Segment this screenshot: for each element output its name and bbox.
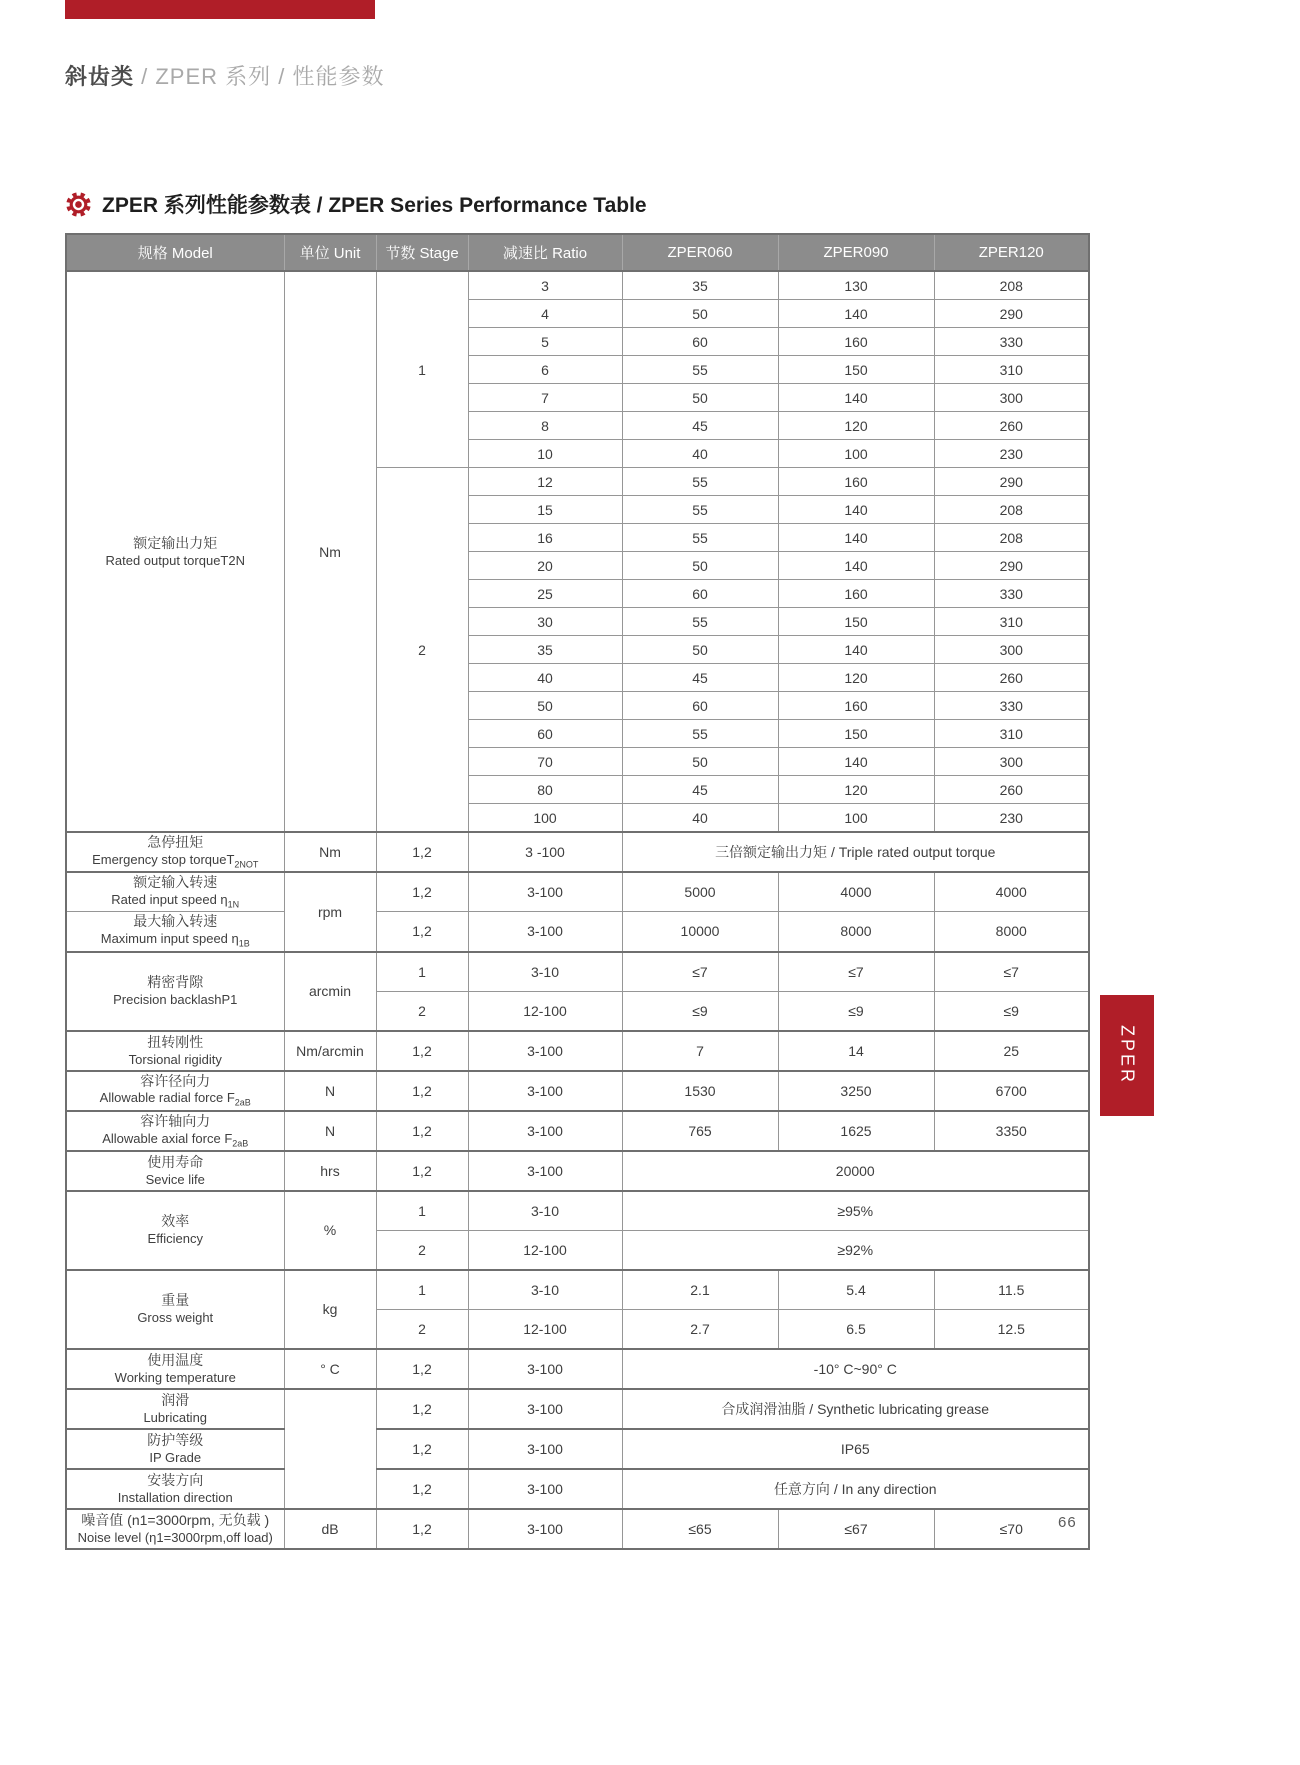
table-cell: 3-100 (468, 912, 622, 952)
table-cell: 310 (934, 720, 1089, 748)
table-cell: ≤70 (934, 1509, 1089, 1549)
performance-table (65, 233, 1090, 1550)
table-cell: ≤9 (934, 991, 1089, 1031)
table-cell: 15 (468, 496, 622, 524)
table-cell: kg (284, 1270, 376, 1349)
table-cell: 3250 (778, 1071, 934, 1111)
table-cell: 1,2 (376, 912, 468, 952)
table-cell: 50 (622, 300, 778, 328)
table-row (66, 912, 1089, 952)
table-cell: 16 (468, 524, 622, 552)
table-cell: 55 (622, 524, 778, 552)
table-cell: 6.5 (778, 1309, 934, 1349)
table-cell: 3-10 (468, 1191, 622, 1231)
table-row (66, 1151, 1089, 1191)
table-cell: 1 (376, 271, 468, 468)
table-row (66, 1509, 1089, 1549)
table-cell: 330 (934, 692, 1089, 720)
table-cell: 1,2 (376, 1071, 468, 1111)
table-cell: 50 (622, 748, 778, 776)
table-cell: 3-10 (468, 952, 622, 992)
spec-label-cell: 效率 Efficiency (66, 1191, 284, 1270)
table-cell: 45 (622, 412, 778, 440)
table-cell: 5000 (622, 872, 778, 912)
table-cell: 8 (468, 412, 622, 440)
table-cell: 2 (376, 1309, 468, 1349)
breadcrumb-path: / ZPER 系列 / 性能参数 (134, 64, 385, 89)
series-side-tab: ZPER (1100, 995, 1154, 1116)
column-header: 单位 Unit (284, 234, 376, 271)
column-header: 减速比 Ratio (468, 234, 622, 271)
spec-label-cell: 扭转刚性 Torsional rigidity (66, 1031, 284, 1071)
table-cell: 2 (376, 468, 468, 833)
table-cell: 6 (468, 356, 622, 384)
table-cell: 140 (778, 748, 934, 776)
table-cell: 208 (934, 271, 1089, 300)
table-cell: 120 (778, 776, 934, 804)
table-cell: 4000 (778, 872, 934, 912)
table-row (66, 1191, 1089, 1231)
table-cell: 3-100 (468, 1151, 622, 1191)
table-cell: 1,2 (376, 1389, 468, 1429)
table-cell: 50 (622, 384, 778, 412)
header-row (66, 234, 1089, 271)
table-cell: % (284, 1191, 376, 1270)
table-cell: 120 (778, 412, 934, 440)
table-cell: 60 (622, 692, 778, 720)
table-cell: 3-100 (468, 1071, 622, 1111)
table-cell: Nm (284, 271, 376, 832)
table-cell: 1,2 (376, 872, 468, 912)
table-cell: 310 (934, 608, 1089, 636)
table-cell: 1,2 (376, 1469, 468, 1509)
table-cell: 1,2 (376, 1509, 468, 1549)
table-cell: 260 (934, 664, 1089, 692)
table-cell: hrs (284, 1151, 376, 1191)
spec-label-cell: 额定输出力矩 Rated output torqueT2N (66, 271, 284, 832)
table-cell: 7 (468, 384, 622, 412)
table-cell: ≤9 (622, 991, 778, 1031)
spec-label-cell: 精密背隙 Precision backlashP1 (66, 952, 284, 1031)
table-cell: 1,2 (376, 1429, 468, 1469)
table-cell: 3-100 (468, 1429, 622, 1469)
table-cell: 140 (778, 524, 934, 552)
column-header: 规格 Model (66, 234, 284, 271)
table-cell: 50 (468, 692, 622, 720)
table-cell: 100 (778, 440, 934, 468)
table-cell: 140 (778, 384, 934, 412)
table-row (66, 1349, 1089, 1389)
table-cell: 4 (468, 300, 622, 328)
table-cell: 208 (934, 524, 1089, 552)
table-cell: 260 (934, 776, 1089, 804)
table-cell: ≤65 (622, 1509, 778, 1549)
table-cell: 3-100 (468, 1031, 622, 1071)
table-cell: 150 (778, 608, 934, 636)
table-cell: 3-100 (468, 1509, 622, 1549)
table-cell: 100 (778, 804, 934, 833)
table-cell: 35 (468, 636, 622, 664)
table-row (66, 1270, 1089, 1310)
spec-label-cell: 润滑 Lubricating (66, 1389, 284, 1429)
spec-label-cell: 容许径向力 Allowable radial force $F_{2aB}$ (66, 1071, 284, 1111)
table-cell: 2 (376, 991, 468, 1031)
table-cell: 160 (778, 580, 934, 608)
table-cell: 12-100 (468, 1309, 622, 1349)
gear-icon (66, 192, 91, 217)
table-cell: ≥95% (622, 1191, 1089, 1231)
table-cell: 100 (468, 804, 622, 833)
table-cell: 70 (468, 748, 622, 776)
column-header: ZPER060 (622, 234, 778, 271)
column-header: 节数 Stage (376, 234, 468, 271)
table-cell: 45 (622, 776, 778, 804)
table-cell: 300 (934, 636, 1089, 664)
section-title (66, 189, 647, 219)
table-cell: 1 (376, 1270, 468, 1310)
table-cell: 120 (778, 664, 934, 692)
table-cell: 80 (468, 776, 622, 804)
spec-label-cell: 额定输入转速 Rated input speed $\eta_{1N}$ (66, 872, 284, 912)
table-cell: 3-100 (468, 1469, 622, 1509)
table-cell: 290 (934, 552, 1089, 580)
table-cell: 3-100 (468, 1349, 622, 1389)
spec-label-cell: 最大输入转速 Maximum input speed $\eta_{1B}$ (66, 912, 284, 952)
table-cell: 2.7 (622, 1309, 778, 1349)
table-cell: 55 (622, 608, 778, 636)
table-cell: ≥92% (622, 1230, 1089, 1270)
table-cell: ≤9 (778, 991, 934, 1031)
page-number: 66 (1058, 1514, 1077, 1531)
column-header: ZPER120 (934, 234, 1089, 271)
table-cell: 140 (778, 300, 934, 328)
table-cell: 150 (778, 720, 934, 748)
table-row (66, 1429, 1089, 1469)
table-cell: 3 -100 (468, 832, 622, 872)
top-accent-bar (65, 0, 375, 19)
table-cell: 140 (778, 496, 934, 524)
table-cell: 3-10 (468, 1270, 622, 1310)
table-cell: 50 (622, 552, 778, 580)
table-cell: 任意方向 / In any direction (622, 1469, 1089, 1509)
spec-label-cell: 容许轴向力 Allowable axial force $F_{2aB}$ (66, 1111, 284, 1151)
table-cell: 140 (778, 636, 934, 664)
table-cell: 20000 (622, 1151, 1089, 1191)
table-cell: 40 (622, 440, 778, 468)
table-cell: 8000 (778, 912, 934, 952)
table-cell: 290 (934, 300, 1089, 328)
table-cell: 230 (934, 804, 1089, 833)
table-row (66, 271, 1089, 300)
spec-label-cell: 安装方向 Installation direction (66, 1469, 284, 1509)
table-cell: 35 (622, 271, 778, 300)
table-row (66, 1111, 1089, 1151)
section-title-text: ZPER 系列性能参数表 / ZPER Series Performance Table (102, 194, 647, 217)
table-cell: 330 (934, 580, 1089, 608)
breadcrumb-category: 斜齿类 (65, 64, 135, 89)
table-cell: N (284, 1071, 376, 1111)
spec-label-cell: 急停扭矩 Emergency stop torqueT$_{2NOT}$ (66, 832, 284, 872)
table-cell: 3-100 (468, 872, 622, 912)
table-cell: 3350 (934, 1111, 1089, 1151)
table-cell: 14 (778, 1031, 934, 1071)
table-cell: 150 (778, 356, 934, 384)
table-cell: ≤7 (622, 952, 778, 992)
table-cell: 1 (376, 952, 468, 992)
table-cell: 12 (468, 468, 622, 496)
table-cell: ≤67 (778, 1509, 934, 1549)
table-cell: 290 (934, 468, 1089, 496)
table-cell: 130 (778, 271, 934, 300)
table-cell: 55 (622, 496, 778, 524)
table-cell: 2.1 (622, 1270, 778, 1310)
table-cell: 55 (622, 468, 778, 496)
table-cell: 6700 (934, 1071, 1089, 1111)
table-row (66, 1071, 1089, 1111)
table-cell: -10° C~90° C (622, 1349, 1089, 1389)
table-row (66, 872, 1089, 912)
table-row (66, 1031, 1089, 1071)
table-cell: 8000 (934, 912, 1089, 952)
table-cell: 10000 (622, 912, 778, 952)
table-cell (284, 1389, 376, 1509)
spec-label-cell: 使用温度 Working temperature (66, 1349, 284, 1389)
table-cell: 40 (622, 804, 778, 833)
table-cell: 三倍额定输出力矩 / Triple rated output torque (622, 832, 1089, 872)
table-cell: 310 (934, 356, 1089, 384)
table-cell: 4000 (934, 872, 1089, 912)
table-cell: 3 (468, 271, 622, 300)
table-cell: dB (284, 1509, 376, 1549)
spec-label-cell: 重量 Gross weight (66, 1270, 284, 1349)
table-cell: 30 (468, 608, 622, 636)
table-cell: 330 (934, 328, 1089, 356)
table-cell: N (284, 1111, 376, 1151)
table-cell: 230 (934, 440, 1089, 468)
table-cell: 5 (468, 328, 622, 356)
table-cell: 60 (622, 328, 778, 356)
table-cell: 208 (934, 496, 1089, 524)
table-cell: 60 (622, 580, 778, 608)
table-head (66, 234, 1089, 271)
table-cell: 1625 (778, 1111, 934, 1151)
table-cell: rpm (284, 872, 376, 951)
table-cell: 55 (622, 720, 778, 748)
table-cell: IP65 (622, 1429, 1089, 1469)
table-cell: 160 (778, 468, 934, 496)
table-cell: 40 (468, 664, 622, 692)
table-cell: 3-100 (468, 1389, 622, 1429)
table-cell: 1,2 (376, 1111, 468, 1151)
table-row (66, 832, 1089, 872)
table-cell: 12-100 (468, 1230, 622, 1270)
table-cell: 300 (934, 748, 1089, 776)
table-cell: 55 (622, 356, 778, 384)
table-body (66, 271, 1089, 1549)
table-cell: 25 (934, 1031, 1089, 1071)
spec-label-cell: 防护等级 IP Grade (66, 1429, 284, 1469)
table-cell: 11.5 (934, 1270, 1089, 1310)
table-cell: 60 (468, 720, 622, 748)
table-cell: 765 (622, 1111, 778, 1151)
table-cell: 20 (468, 552, 622, 580)
table-cell: 12.5 (934, 1309, 1089, 1349)
table-cell: 260 (934, 412, 1089, 440)
table-cell: 140 (778, 552, 934, 580)
table-cell: 1530 (622, 1071, 778, 1111)
table-cell: 3-100 (468, 1111, 622, 1151)
table-row (66, 1389, 1089, 1429)
table-cell: ° C (284, 1349, 376, 1389)
table-cell: 1,2 (376, 1151, 468, 1191)
table-cell: 2 (376, 1230, 468, 1270)
table-cell: 12-100 (468, 991, 622, 1031)
table-cell: 25 (468, 580, 622, 608)
table-cell: Nm (284, 832, 376, 872)
table-cell: 1,2 (376, 1349, 468, 1389)
table-cell: 1,2 (376, 832, 468, 872)
table-cell: 1 (376, 1191, 468, 1231)
table-cell: 5.4 (778, 1270, 934, 1310)
table-cell: 160 (778, 692, 934, 720)
table-cell: 50 (622, 636, 778, 664)
table-row (66, 1469, 1089, 1509)
table-cell: 7 (622, 1031, 778, 1071)
table-cell: ≤7 (934, 952, 1089, 992)
breadcrumb (65, 60, 384, 91)
table-cell: arcmin (284, 952, 376, 1031)
column-header: ZPER090 (778, 234, 934, 271)
table-cell: 45 (622, 664, 778, 692)
table-cell: 300 (934, 384, 1089, 412)
table-cell: 1,2 (376, 1031, 468, 1071)
spec-label-cell: 使用寿命 Sevice life (66, 1151, 284, 1191)
table-cell: ≤7 (778, 952, 934, 992)
table-row (66, 952, 1089, 992)
table-cell: Nm/arcmin (284, 1031, 376, 1071)
spec-label-cell: 噪音值 (n1=3000rpm, 无负载 ) Noise level (η1=3000rpm,off load) (66, 1509, 284, 1549)
table-cell: 160 (778, 328, 934, 356)
table-cell: 10 (468, 440, 622, 468)
table-cell: 合成润滑油脂 / Synthetic lubricating grease (622, 1389, 1089, 1429)
